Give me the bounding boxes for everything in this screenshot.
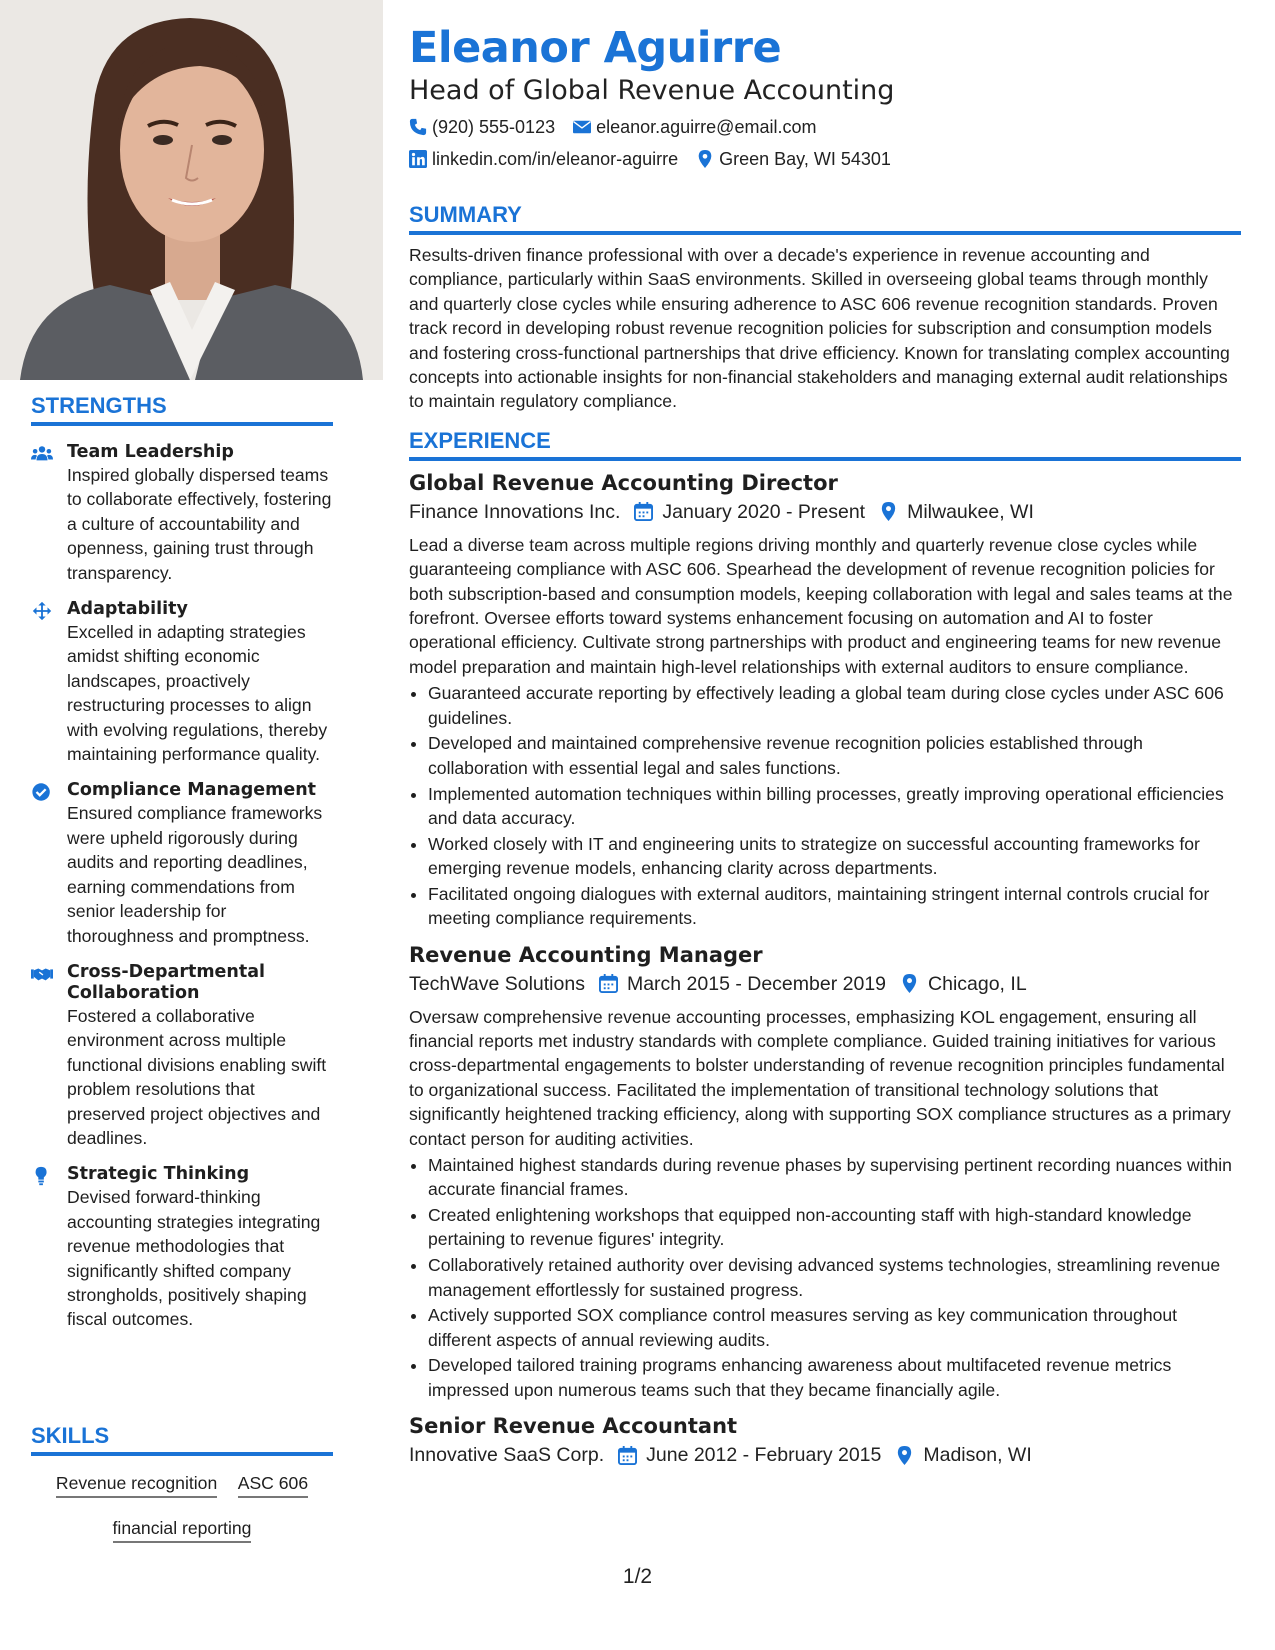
users-icon: [31, 442, 55, 585]
strength-title: Strategic Thinking: [67, 1164, 250, 1185]
strength-title: Compliance Management: [67, 780, 317, 801]
job-title: Senior Revenue Accountant: [409, 1414, 738, 1439]
job-bullet: • Developed tailored training programs enhancing awareness about multifaceted revenue metrics impressed upon numerous teams such that they became financially agile.: [428, 1353, 1241, 1402]
candidate-name: Eleanor Aguirre: [409, 23, 782, 73]
map-pin-icon: [900, 974, 919, 993]
job-entry: [409, 469, 1241, 931]
strength-item: [31, 599, 333, 766]
job-entry: [409, 941, 1241, 1403]
job-dates: [599, 969, 886, 999]
job-location-text: Milwaukee, WI: [907, 500, 1034, 523]
strength-description: Ensured compliance frameworks were upheld rigorously during audits and reporting deadlines, earning commendations from senior leadership for thoroughness and promptness.: [67, 803, 323, 946]
summary-section: [409, 201, 1241, 414]
linkedin-text: linkedin.com/in/eleanor-aguirre: [432, 148, 679, 169]
page-number: 1/2: [622, 1565, 653, 1588]
calendar-icon: [618, 1446, 637, 1465]
profile-photo: [0, 0, 383, 380]
strength-item: [31, 780, 333, 947]
linkedin-icon: [409, 150, 427, 168]
strength-title: Adaptability: [67, 599, 188, 620]
map-pin-icon: [879, 502, 898, 521]
job-bullet: • Guaranteed accurate reporting by effectively leading a global team during close cycles under ASC 606 guidelines.: [428, 681, 1241, 730]
job-bullet: • Worked closely with IT and engineering units to strategize on successful accounting frameworks for emerging revenue models, enhancing clarity across departments.: [428, 832, 1241, 881]
experience-section: [409, 427, 1241, 1470]
job-meta: [409, 497, 1241, 527]
location-text: Green Bay, WI 54301: [719, 148, 891, 169]
lightbulb-icon: [31, 1164, 55, 1331]
job-location: [895, 1440, 1031, 1470]
job-description: Oversaw comprehensive revenue accounting processes, emphasizing KOL engagement, ensuring all financial reports met industry standards with complete compliance. Guided training initiatives for various cross-departmental engagements to bolster understanding of revenue recognition principles fundamental to organizational success. Facilitated the implementation of transitional technology solutions that significantly heightened tracking efficiency, along with supporting SOX compliance structures as a primary contact person for auditing activities.: [409, 1006, 1231, 1149]
summary-heading: SUMMARY: [409, 201, 1241, 235]
strength-item: [31, 1164, 333, 1331]
skills-section: [31, 1422, 333, 1543]
strength-item: [31, 442, 333, 585]
handshake-icon: [31, 962, 55, 1150]
skill-tag: Revenue recognition: [56, 1472, 217, 1498]
location-contact: [696, 149, 891, 170]
skills-heading: SKILLS: [31, 1422, 333, 1456]
job-description: Lead a diverse team across multiple regions driving monthly and quarterly revenue close cycles while guaranteeing compliance with ASC 606. Spearhead the development of revenue recognition policies for both subscription-based and consumption models, keeping collaboration with legal and sales teams at the forefront. Oversee efforts toward systems enhancement focusing on automation and AI to foster operational efficiency. Cultivate strong partnerships with product and engineering teams for new revenue model preparation and maintain high-level relationships with external auditors to ensure compliance.: [409, 534, 1233, 677]
job-company: Innovative SaaS Corp.: [409, 1444, 605, 1467]
strength-description: Fostered a collaborative environment across multiple functional divisions enabling swift problem resolutions that preserved project objectives and deadlines.: [67, 1005, 327, 1148]
job-meta: [409, 969, 1241, 999]
job-bullet: • Collaboratively retained authority over devising advanced systems technologies, streamlining revenue management effortlessly for sustained progress.: [428, 1253, 1241, 1302]
job-title: Revenue Accounting Manager: [409, 942, 763, 967]
email-contact[interactable]: [573, 117, 816, 138]
phone-text: (920) 555-0123: [432, 116, 556, 137]
calendar-icon: [599, 974, 618, 993]
strength-description: Excelled in adapting strategies amidst shifting economic landscapes, proactively restructuring processes to align with evolving regulations, thereby maintaining performance quality.: [67, 622, 328, 765]
contact-row: [409, 111, 1241, 143]
job-company: Finance Innovations Inc.: [409, 500, 621, 523]
skill-tag: ASC 606: [238, 1472, 308, 1498]
job-meta: [409, 1440, 1241, 1470]
job-bullet: • Developed and maintained comprehensive revenue recognition policies established through collaboration with essential legal and sales functions.: [428, 731, 1241, 780]
job-bullets: [409, 1153, 1241, 1402]
strength-title: Cross-Departmental Collaboration: [67, 961, 266, 1003]
sidebar: [0, 0, 383, 1650]
job-title: Global Revenue Accounting Director: [409, 470, 838, 495]
job-bullet: • Maintained highest standards during revenue phases by supervising pertinent recording nuances within accurate financial frames.: [428, 1153, 1241, 1202]
strengths-section: [31, 392, 333, 1346]
job-dates-text: June 2012 - February 2015: [646, 1444, 882, 1467]
job-entry: [409, 1412, 1241, 1470]
phone-contact[interactable]: [409, 117, 555, 138]
job-dates-text: January 2020 - Present: [662, 500, 866, 523]
job-bullet: • Facilitated ongoing dialogues with external auditors, maintaining stringent internal controls crucial for meeting compliance requirements.: [428, 882, 1241, 931]
job-bullet: • Created enlightening workshops that equipped non-accounting staff with high-standard knowledge pertaining to revenue figures' integrity.: [428, 1203, 1241, 1252]
job-location: [879, 497, 1034, 527]
arrows-icon: [31, 599, 55, 766]
map-pin-icon: [696, 150, 714, 168]
job-bullet: • Implemented automation techniques within billing processes, greatly improving operational efficiencies and data accuracy.: [428, 782, 1241, 831]
map-pin-icon: [895, 1446, 914, 1465]
strength-item: [31, 962, 333, 1150]
envelope-icon: [573, 118, 591, 136]
portrait-illustration: [0, 0, 383, 380]
job-location-text: Madison, WI: [923, 1444, 1032, 1467]
job-company: TechWave Solutions: [409, 972, 585, 995]
job-bullet: • Actively supported SOX compliance control measures serving as key communication throughout different aspects of annual reviewing audits.: [428, 1303, 1241, 1352]
strength-description: Devised forward-thinking accounting strategies integrating revenue methodologies that significantly shifted company strongholds, positively shaping fiscal outcomes.: [67, 1187, 321, 1330]
summary-text: Results-driven finance professional with over a decade's experience in revenue accounting and compliance, particularly within SaaS environments. Skilled in overseeing global teams through monthly and quarterly close cycles while ensuring adherence to ASC 606 revenue recognition standards. Proven track record in developing robust revenue recognition policies for subscription and consumption models and fostering cross-functional partnerships that drive efficiency. Known for translating complex accounting concepts into actionable insights for non-financial stakeholders and managing external audit relationships to maintain regulatory compliance.: [409, 245, 1230, 412]
contact-row-2: [409, 143, 1241, 175]
candidate-headline: Head of Global Revenue Accounting: [409, 75, 895, 106]
strengths-heading: STRENGTHS: [31, 392, 333, 426]
strength-title: Team Leadership: [67, 442, 234, 462]
job-dates: [618, 1440, 881, 1470]
job-dates-text: March 2015 - December 2019: [626, 972, 887, 995]
phone-icon: [409, 118, 427, 136]
strength-description: Inspired globally dispersed teams to collaborate effectively, fostering a culture of accountability and openness, gaining trust through transparency.: [67, 465, 332, 583]
job-location: [900, 969, 1027, 999]
email-text: eleanor.aguirre@email.com: [596, 116, 817, 137]
job-dates: [634, 497, 865, 527]
skill-tag: financial reporting: [113, 1517, 252, 1543]
experience-heading: EXPERIENCE: [409, 427, 1241, 461]
check-circle-icon: [31, 780, 55, 947]
calendar-icon: [634, 502, 653, 521]
job-bullets: [409, 681, 1241, 930]
linkedin-contact[interactable]: [409, 149, 678, 170]
job-location-text: Chicago, IL: [928, 972, 1027, 995]
main-content: [409, 22, 1241, 1476]
